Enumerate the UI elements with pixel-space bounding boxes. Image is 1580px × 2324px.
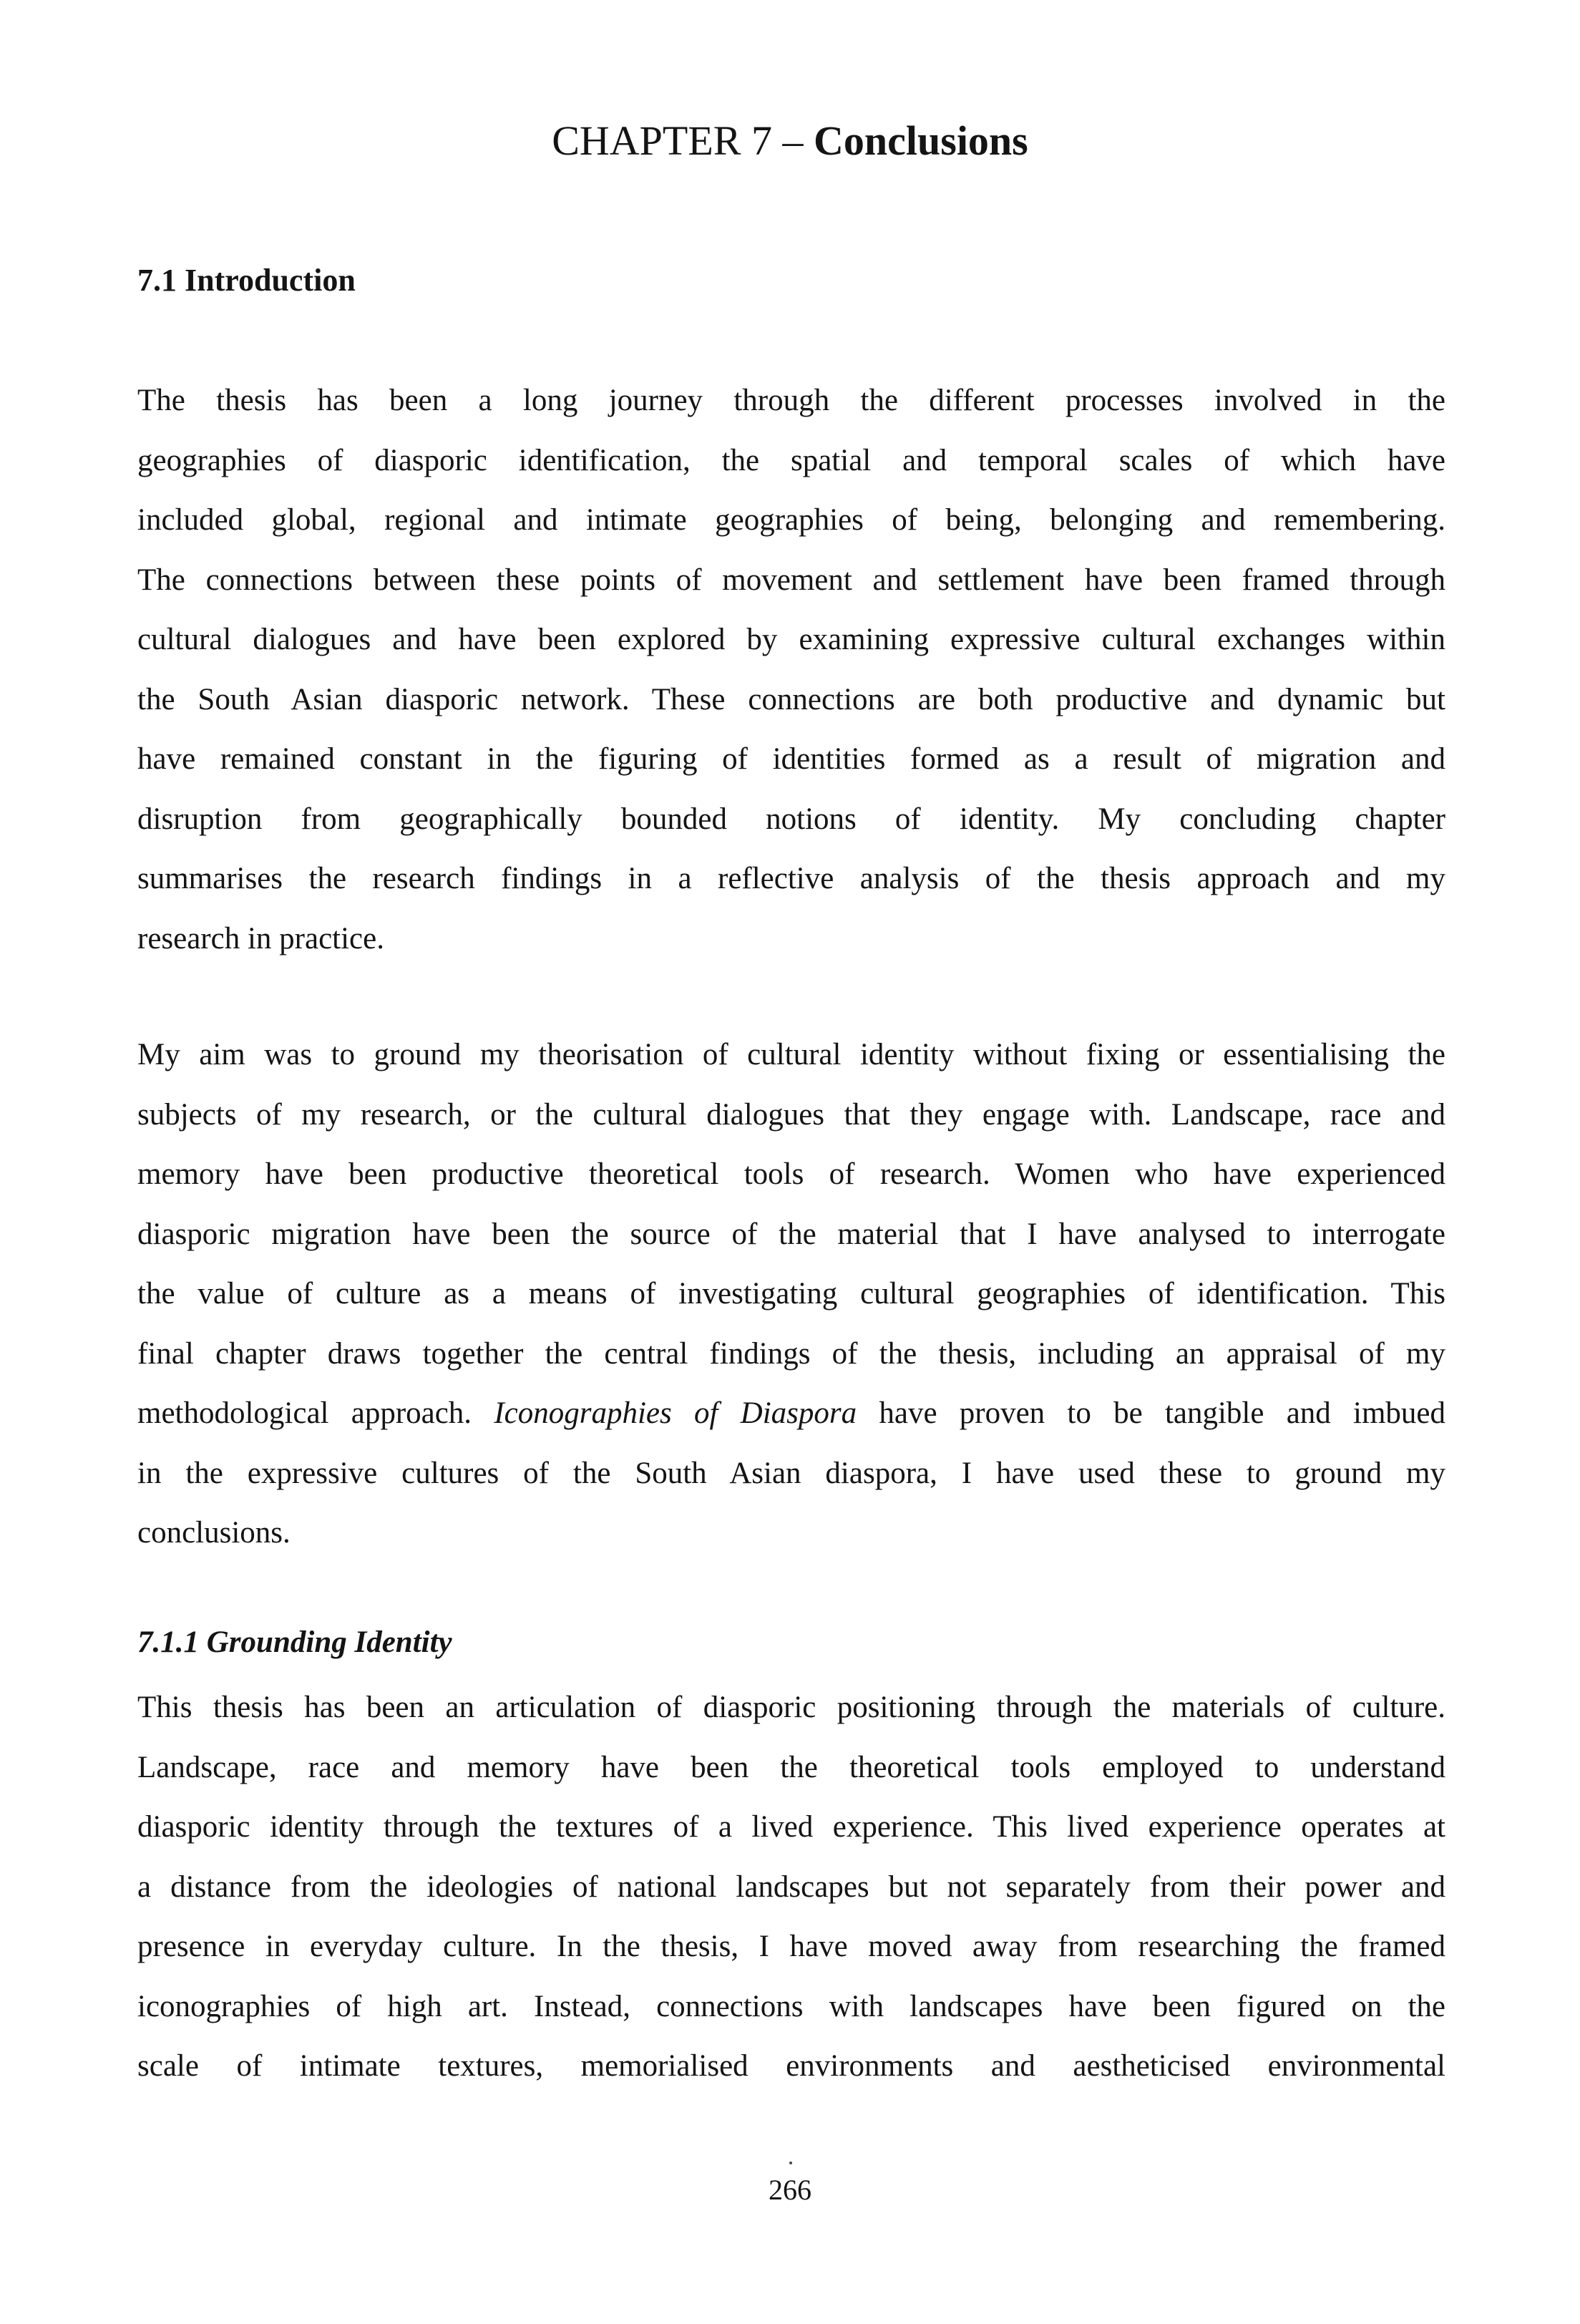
page-number: 266	[769, 2174, 811, 2206]
text-line: a distance from the ideologies of national landscapes but not separately from their power and	[137, 1870, 1445, 1904]
text-line: iconographies of high art. Instead, connections with landscapes have been figured on the	[137, 1989, 1445, 2023]
text-line: diasporic identity through the textures of a lived experience. This lived experience operates at	[137, 1810, 1445, 1844]
intro-paragraph	[137, 371, 1445, 968]
chapter-title-main: CHAPTER 7 –	[552, 117, 814, 164]
text-line: This thesis has been an articulation of diasporic positioning through the materials of culture.	[137, 1691, 1445, 1724]
text-segment: have proven to be tangible and imbued	[857, 1396, 1445, 1430]
text-line: My aim was to ground my theorisation of cultural identity without fixing or essentialising the	[137, 1038, 1445, 1071]
text-line: cultural dialogues and have been explored by examining expressive cultural exchanges within	[137, 623, 1445, 656]
text-line: presence in everyday culture. In the thesis, I have moved away from researching the framed	[137, 1930, 1445, 1963]
text-line: final chapter draws together the central findings of the thesis, including an appraisal of my	[137, 1336, 1445, 1371]
text-line: in the expressive cultures of the South Asian diaspora, I have used these to ground my	[137, 1456, 1445, 1490]
text-line: the South Asian diasporic network. These connections are both productive and dynamic but	[137, 682, 1445, 716]
text-line: research in practice.	[137, 921, 384, 956]
text-line: geographies of diasporic identification, the spatial and temporal scales of which have	[137, 443, 1445, 477]
grounding-identity-paragraph	[137, 1678, 1445, 2096]
text-line-with-italic	[137, 1384, 1445, 1444]
text-line: have remained constant in the figuring of identities formed as a result of migration and	[137, 742, 1445, 776]
aim-paragraph	[137, 1025, 1445, 1563]
text-line: diasporic migration have been the source of the material that I have analysed to interrogate	[137, 1217, 1445, 1251]
text-line: The connections between these points of movement and settlement have been framed through	[137, 563, 1445, 597]
text-line: disruption from geographically bounded notions of identity. My concluding chapter	[137, 802, 1445, 836]
scan-speck	[789, 2162, 792, 2164]
subsection-heading: 7.1.1 Grounding Identity	[137, 1625, 452, 1659]
book-title-italic: Iconographies of Diaspora	[494, 1396, 857, 1430]
text-line: the value of culture as a means of investigating cultural geographies of identification. This	[137, 1277, 1445, 1311]
text-line: memory have been productive theoretical tools of research. Women who have experienced	[137, 1157, 1445, 1191]
text-line: scale of intimate textures, memorialised environments and aestheticised environmental	[137, 2049, 1445, 2083]
text-line: included global, regional and intimate geographies of being, belonging and remembering.	[137, 503, 1445, 537]
chapter-title-sub: Conclusions	[813, 117, 1028, 164]
text-line: conclusions.	[137, 1516, 291, 1550]
text-line: summarises the research findings in a reflective analysis of the thesis approach and my	[137, 862, 1445, 895]
section-heading: 7.1 Introduction	[137, 263, 356, 298]
text-line: subjects of my research, or the cultural dialogues that they engage with. Landscape, race and	[137, 1097, 1445, 1132]
text-line: The thesis has been a long journey through the different processes involved in the	[137, 384, 1445, 417]
text-line: Landscape, race and memory have been the theoretical tools employed to understand	[137, 1750, 1445, 1784]
text-segment: methodological approach.	[137, 1396, 494, 1430]
chapter-title	[0, 116, 1580, 166]
